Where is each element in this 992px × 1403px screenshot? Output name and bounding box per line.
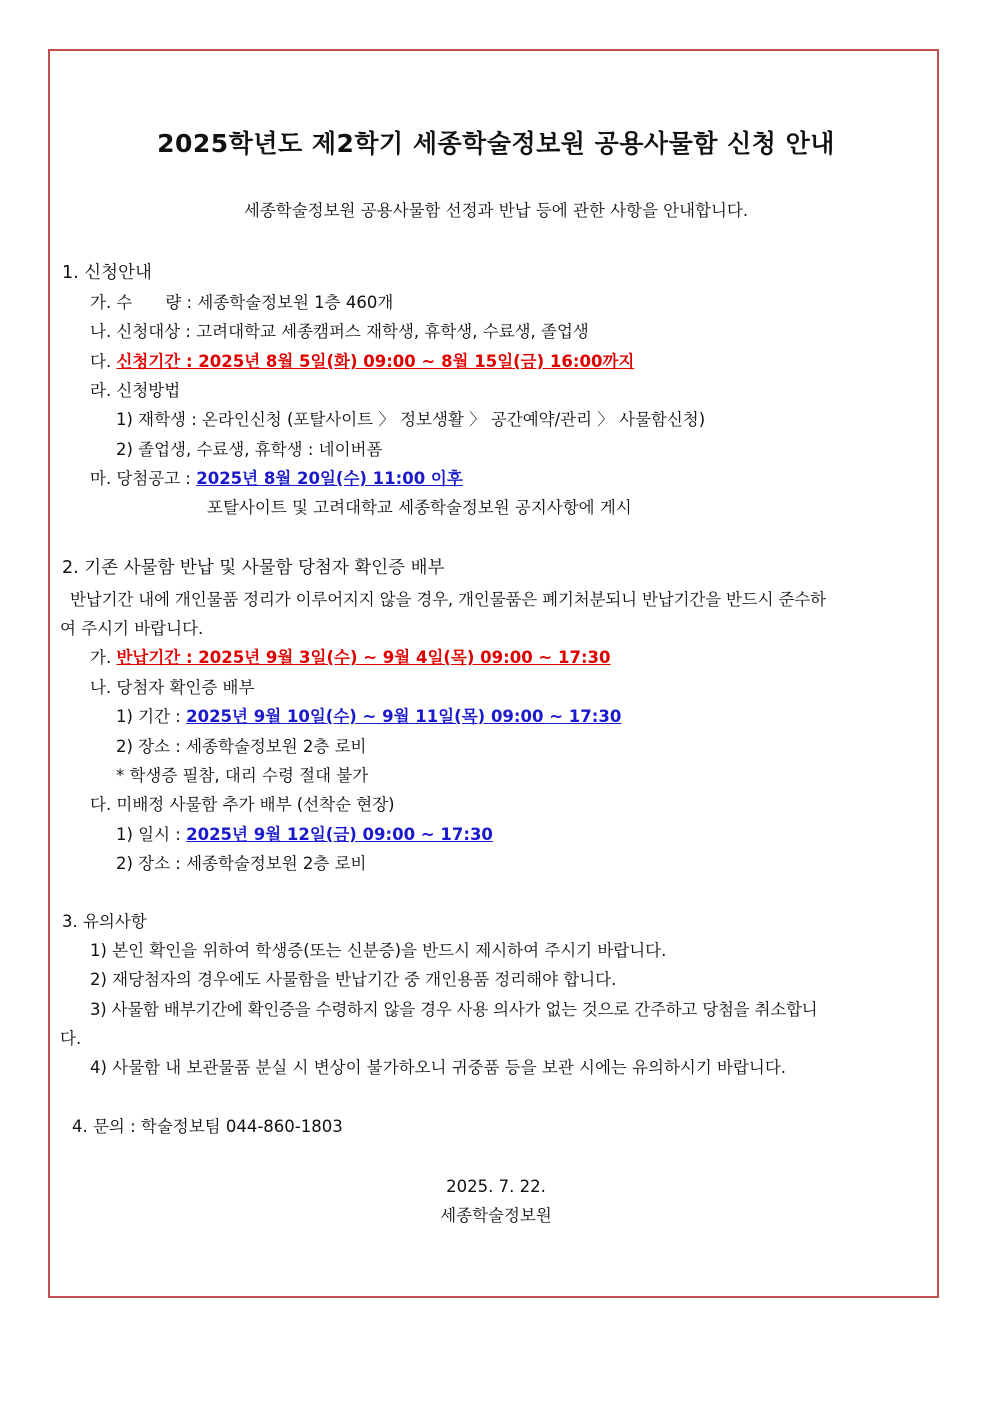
s2-confirm-period-highlight: 2025년 9월 10일(수) ~ 9월 11일(목) 09:00 ~ 17:30 xyxy=(186,707,622,726)
s2-extra-date-prefix: 1) 일시 : xyxy=(116,825,187,844)
s2-confirm-dist: 나. 당첨자 확인증 배부 xyxy=(90,678,255,697)
s1-period-highlight: 신청기간 : 2025년 8월 5일(화) 09:00 ~ 8월 15일(금) 16:00까지 xyxy=(116,352,635,371)
s1-quantity: 가. 수 량 : 세종학술정보원 1층 460개 xyxy=(90,293,394,312)
s2-return-prefix: 가. xyxy=(90,648,117,667)
s2-return-highlight: 반납기간 : 2025년 9월 3일(수) ~ 9월 4일(목) 09:00 ~ 17:30 xyxy=(116,648,611,667)
s1-period-prefix: 다. xyxy=(90,352,117,371)
s2-paragraph-line2: 여 주시기 바랍니다. xyxy=(60,619,204,638)
s3-note-3-line1: 3) 사물함 배부기간에 확인증을 수령하지 않을 경우 사용 의사가 없는 것으로 간주하고 당첨을 취소합니 xyxy=(90,1000,818,1019)
s1-method-1: 1) 재학생 : 온라인신청 (포탈사이트 〉 정보생활 〉 공간예약/관리 〉 사물함신청) xyxy=(116,410,706,429)
s2-extra-dist: 다. 미배정 사물함 추가 배부 (선착순 현장) xyxy=(90,795,395,814)
s1-method-2: 2) 졸업생, 수료생, 휴학생 : 네이버폼 xyxy=(116,440,383,459)
page-title: 2025학년도 제2학기 세종학술정보원 공용사물함 신청 안내 xyxy=(157,129,835,158)
s2-extra-place: 2) 장소 : 세종학술정보원 2층 로비 xyxy=(116,854,367,873)
s1-method: 라. 신청방법 xyxy=(90,381,181,400)
document-date: 2025. 7. 22. xyxy=(446,1177,546,1196)
issuing-organization: 세종학술정보원 xyxy=(440,1206,552,1225)
s2-confirm-period-prefix: 1) 기간 : xyxy=(116,707,187,726)
s3-note-2: 2) 재당첨자의 경우에도 사물함을 반납기간 중 개인용품 정리해야 합니다. xyxy=(90,970,617,989)
s1-target: 나. 신청대상 : 고려대학교 세종캠퍼스 재학생, 휴학생, 수료생, 졸업생 xyxy=(90,322,589,341)
s1-announce xyxy=(90,468,463,490)
s2-confirm-place: 2) 장소 : 세종학술정보원 2층 로비 xyxy=(116,737,367,756)
s2-extra-date xyxy=(116,824,493,846)
s2-extra-date-highlight: 2025년 9월 12일(금) 09:00 ~ 17:30 xyxy=(186,825,493,844)
s2-return-period xyxy=(90,647,611,669)
s3-note-4: 4) 사물함 내 보관물품 분실 시 변상이 불가하오니 귀중품 등을 보관 시에는 유의하시기 바랍니다. xyxy=(90,1058,787,1077)
s2-confirm-period xyxy=(116,706,621,728)
section2-heading: 2. 기존 사물함 반납 및 사물함 당첨자 확인증 배부 xyxy=(62,558,445,578)
intro-text: 세종학술정보원 공용사물함 선정과 반납 등에 관한 사항을 안내합니다. xyxy=(243,201,749,220)
s1-period xyxy=(90,351,634,373)
s1-announce-prefix: 마. 당첨공고 : xyxy=(90,469,197,488)
s2-confirm-note: * 학생증 필참, 대리 수령 절대 불가 xyxy=(116,766,369,785)
section3-heading: 3. 유의사항 xyxy=(62,912,147,931)
s1-announce-note: 포탈사이트 및 고려대학교 세종학술정보원 공지사항에 게시 xyxy=(207,498,632,517)
s2-paragraph-line1: 반납기간 내에 개인물품 정리가 이루어지지 않을 경우, 개인물품은 폐기처분되니 반납기간을 반드시 준수하 xyxy=(70,590,826,609)
s3-note-1: 1) 본인 확인을 위하여 학생증(또는 신분증)을 반드시 제시하여 주시기 바랍니다. xyxy=(90,941,667,960)
contact-info: 4. 문의 : 학술정보팀 044-860-1803 xyxy=(72,1117,343,1136)
s3-note-3-line2: 다. xyxy=(60,1029,82,1048)
s1-announce-highlight: 2025년 8월 20일(수) 11:00 이후 xyxy=(196,469,463,488)
document-border xyxy=(48,49,939,1298)
section1-heading: 1. 신청안내 xyxy=(62,263,152,283)
